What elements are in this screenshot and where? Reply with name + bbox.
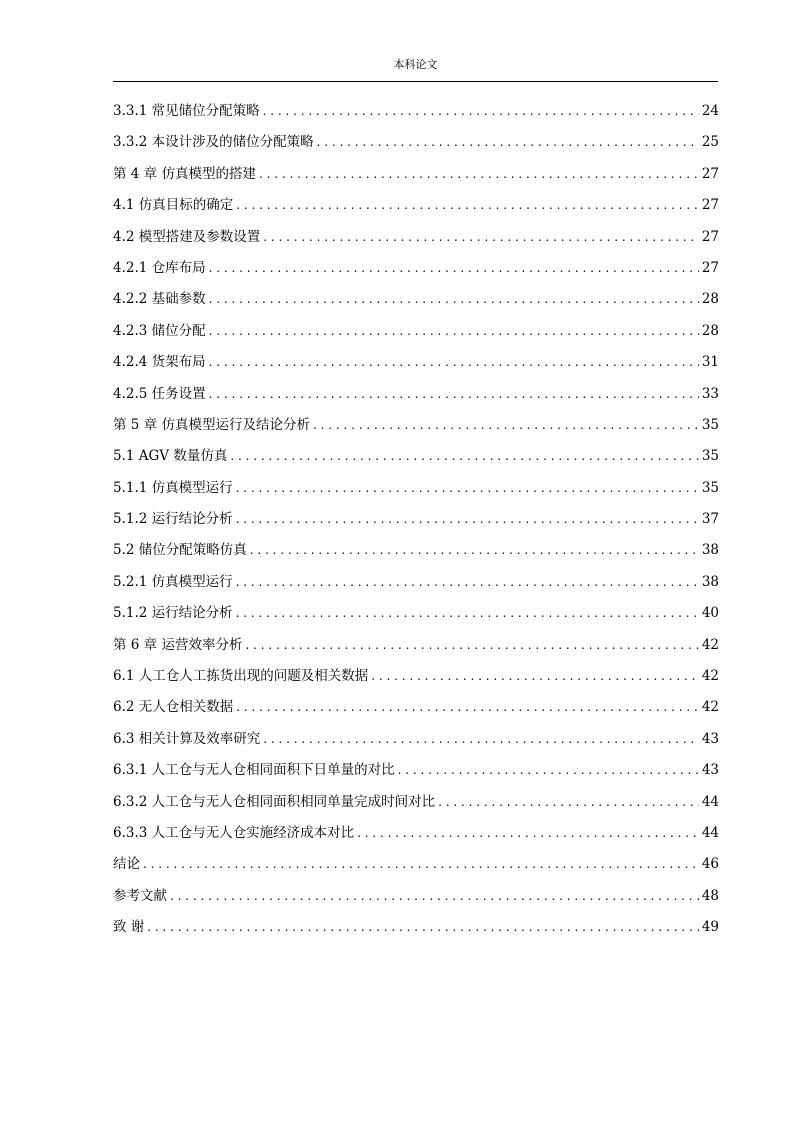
toc-entry-page-number: 27 bbox=[701, 197, 719, 214]
toc-entry-title: 5.1.1 仿真模型运行 bbox=[113, 479, 233, 496]
toc-dot-leader bbox=[236, 504, 699, 535]
toc-entry-page-number: 40 bbox=[701, 605, 719, 622]
toc-entry[interactable] bbox=[113, 96, 719, 127]
toc-entry-title: 第 4 章 仿真模型的搭建 bbox=[113, 165, 256, 182]
toc-entry-title: 结论 bbox=[113, 856, 140, 873]
toc-entry[interactable] bbox=[113, 473, 719, 504]
toc-entry-title: 4.1 仿真目标的确定 bbox=[113, 197, 234, 214]
toc-entry[interactable] bbox=[113, 222, 719, 253]
toc-entry-title: 5.2.1 仿真模型运行 bbox=[113, 573, 233, 590]
toc-entry[interactable] bbox=[113, 127, 719, 158]
toc-entry[interactable] bbox=[113, 567, 719, 598]
toc-entry-title: 5.1.2 运行结论分析 bbox=[113, 605, 233, 622]
toc-entry-page-number: 42 bbox=[701, 699, 719, 716]
toc-entry[interactable] bbox=[113, 912, 719, 943]
toc-dot-leader bbox=[236, 598, 699, 629]
toc-dot-leader bbox=[170, 881, 699, 912]
toc-dot-leader bbox=[317, 127, 699, 158]
toc-entry-title: 6.3.2 人工仓与无人仓相同面积相同单量完成时间对比 bbox=[113, 793, 436, 810]
toc-dot-leader bbox=[147, 912, 699, 943]
toc-entry-title: 6.2 无人仓相关数据 bbox=[113, 699, 234, 716]
toc-entry-title: 3.3.2 本设计涉及的储位分配策略 bbox=[113, 134, 314, 151]
toc-dot-leader bbox=[398, 755, 699, 786]
toc-dot-leader bbox=[313, 410, 699, 441]
toc-entry[interactable] bbox=[113, 849, 719, 880]
table-of-contents bbox=[113, 96, 719, 944]
toc-entry-page-number: 27 bbox=[701, 228, 719, 245]
toc-entry-page-number: 35 bbox=[701, 448, 719, 465]
toc-entry-page-number: 44 bbox=[701, 793, 719, 810]
toc-entry-title: 5.1.2 运行结论分析 bbox=[113, 511, 233, 528]
toc-entry[interactable] bbox=[113, 787, 719, 818]
toc-dot-leader bbox=[263, 222, 699, 253]
toc-dot-leader bbox=[209, 284, 699, 315]
toc-dot-leader bbox=[209, 347, 699, 378]
toc-entry[interactable] bbox=[113, 316, 719, 347]
toc-entry[interactable] bbox=[113, 630, 719, 661]
toc-entry-page-number: 44 bbox=[701, 824, 719, 841]
toc-entry[interactable] bbox=[113, 818, 719, 849]
toc-dot-leader bbox=[371, 661, 699, 692]
toc-entry-title: 6.3.3 人工仓与无人仓实施经济成本对比 bbox=[113, 824, 355, 841]
toc-entry-page-number: 33 bbox=[701, 385, 719, 402]
toc-dot-leader bbox=[250, 535, 699, 566]
toc-dot-leader bbox=[357, 818, 699, 849]
toc-entry-page-number: 43 bbox=[701, 762, 719, 779]
toc-dot-leader bbox=[438, 787, 699, 818]
toc-dot-leader bbox=[236, 567, 699, 598]
toc-entry-page-number: 35 bbox=[701, 416, 719, 433]
toc-dot-leader bbox=[209, 253, 699, 284]
toc-entry-title: 6.3 相关计算及效率研究 bbox=[113, 730, 261, 747]
toc-dot-leader bbox=[230, 441, 698, 472]
toc-dot-leader bbox=[259, 159, 699, 190]
toc-entry-title: 致 谢 bbox=[113, 919, 145, 936]
toc-entry-page-number: 42 bbox=[701, 668, 719, 685]
toc-entry[interactable] bbox=[113, 755, 719, 786]
toc-entry-page-number: 49 bbox=[701, 919, 719, 936]
header-divider bbox=[113, 81, 718, 82]
toc-entry[interactable] bbox=[113, 284, 719, 315]
toc-entry-page-number: 38 bbox=[701, 573, 719, 590]
toc-entry-title: 4.2.2 基础参数 bbox=[113, 291, 206, 308]
toc-entry[interactable] bbox=[113, 379, 719, 410]
toc-entry-page-number: 27 bbox=[701, 259, 719, 276]
toc-entry-page-number: 37 bbox=[701, 511, 719, 528]
toc-dot-leader bbox=[209, 379, 699, 410]
toc-entry-page-number: 43 bbox=[701, 730, 719, 747]
toc-dot-leader bbox=[245, 630, 698, 661]
toc-dot-leader bbox=[263, 96, 699, 127]
toc-entry-page-number: 27 bbox=[701, 165, 719, 182]
toc-entry-title: 4.2.5 任务设置 bbox=[113, 385, 206, 402]
toc-entry-title: 3.3.1 常见储位分配策略 bbox=[113, 103, 260, 119]
toc-entry-page-number: 48 bbox=[701, 887, 719, 904]
toc-dot-leader bbox=[236, 190, 699, 221]
toc-entry-page-number: 25 bbox=[701, 134, 719, 151]
toc-entry-page-number: 35 bbox=[701, 479, 719, 496]
toc-dot-leader bbox=[236, 473, 699, 504]
toc-entry-title: 6.1 人工仓人工拣货出现的问题及相关数据 bbox=[113, 668, 369, 685]
toc-entry-title: 4.2.1 仓库布局 bbox=[113, 259, 206, 276]
toc-entry-page-number: 24 bbox=[701, 103, 719, 119]
toc-entry-title: 4.2.3 储位分配 bbox=[113, 322, 206, 339]
toc-entry[interactable] bbox=[113, 159, 719, 190]
toc-entry-page-number: 28 bbox=[701, 322, 719, 339]
toc-entry-title: 4.2.4 货架布局 bbox=[113, 354, 206, 371]
toc-entry-title: 5.2 储位分配策略仿真 bbox=[113, 542, 247, 559]
toc-entry[interactable] bbox=[113, 724, 719, 755]
toc-entry-title: 6.3.1 人工仓与无人仓相同面积下日单量的对比 bbox=[113, 762, 395, 779]
toc-entry-page-number: 46 bbox=[701, 856, 719, 873]
toc-entry-page-number: 28 bbox=[701, 291, 719, 308]
toc-entry-title: 第 5 章 仿真模型运行及结论分析 bbox=[113, 416, 310, 433]
toc-entry[interactable] bbox=[113, 881, 719, 912]
toc-dot-leader bbox=[209, 316, 699, 347]
toc-dot-leader bbox=[143, 849, 699, 880]
toc-entry[interactable] bbox=[113, 441, 719, 472]
toc-entry-page-number: 38 bbox=[701, 542, 719, 559]
toc-entry[interactable] bbox=[113, 504, 719, 535]
page-header: 本科论文 bbox=[393, 58, 438, 71]
toc-entry[interactable] bbox=[113, 347, 719, 378]
toc-entry-title: 第 6 章 运营效率分析 bbox=[113, 636, 243, 653]
toc-dot-leader bbox=[263, 724, 699, 755]
toc-entry-page-number: 42 bbox=[701, 636, 719, 653]
toc-entry[interactable] bbox=[113, 598, 719, 629]
toc-entry[interactable] bbox=[113, 692, 719, 723]
toc-entry-title: 5.1 AGV 数量仿真 bbox=[113, 448, 228, 465]
toc-dot-leader bbox=[236, 692, 699, 723]
toc-entry[interactable] bbox=[113, 253, 719, 284]
toc-entry[interactable] bbox=[113, 535, 719, 566]
toc-entry[interactable] bbox=[113, 661, 719, 692]
toc-entry-title: 4.2 模型搭建及参数设置 bbox=[113, 228, 261, 245]
toc-entry[interactable] bbox=[113, 410, 719, 441]
toc-entry-title: 参考文献 bbox=[113, 887, 167, 904]
toc-entry-page-number: 31 bbox=[701, 354, 719, 371]
toc-entry[interactable] bbox=[113, 190, 719, 221]
